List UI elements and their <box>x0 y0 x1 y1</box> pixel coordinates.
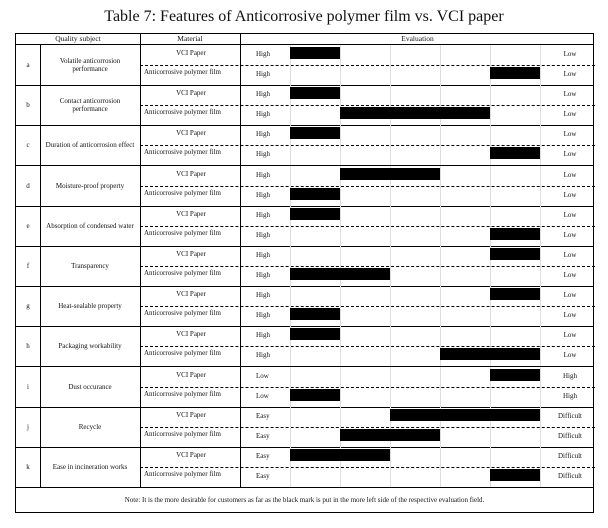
level-right: Low <box>563 331 577 339</box>
quality-subject <box>42 45 138 85</box>
level-left: High <box>256 331 270 339</box>
evaluation-bar-vci-paper <box>290 328 340 340</box>
column-divider <box>40 206 41 246</box>
material-divider <box>140 105 595 106</box>
grid-line <box>440 246 441 286</box>
level-left: Easy <box>256 412 270 420</box>
material-divider <box>140 65 595 66</box>
level-left: High <box>256 191 270 199</box>
level-right: Low <box>563 191 577 199</box>
level-left: High <box>256 70 270 78</box>
grid-line <box>490 85 491 125</box>
level-left: High <box>256 130 270 138</box>
material-divider <box>140 306 595 307</box>
level-left: High <box>256 311 270 319</box>
grid-line <box>440 326 441 366</box>
column-divider <box>40 367 41 407</box>
grid-line <box>490 326 491 366</box>
level-left: High <box>256 271 270 279</box>
grid-line <box>290 286 291 326</box>
quality-subject-text: Duration of anticorrosion effect <box>45 141 135 149</box>
material-polymer-film: Anticorrosive polymer film <box>144 68 221 76</box>
grid-line <box>390 206 391 246</box>
evaluation-bar-vci-paper <box>490 248 540 260</box>
material-vci-paper: VCI Paper <box>176 371 206 379</box>
grid-line <box>540 326 541 366</box>
grid-line <box>490 166 491 206</box>
quality-subject-text: Moisture-proof property <box>55 182 125 190</box>
grid-line <box>340 246 341 286</box>
grid-line <box>540 166 541 206</box>
grid-line <box>440 206 441 246</box>
quality-subject-text: Heat-sealable property <box>58 302 122 310</box>
grid-line <box>340 326 341 366</box>
material-polymer-film: Anticorrosive polymer film <box>144 108 221 116</box>
quality-subject <box>42 166 138 206</box>
quality-subject-text: Contact anticorrosion performance <box>59 97 121 113</box>
quality-subject <box>42 326 138 366</box>
level-right: Low <box>563 231 577 239</box>
evaluation-bar-polymer-film <box>290 268 390 280</box>
material-vci-paper: VCI Paper <box>176 210 206 218</box>
grid-line <box>340 206 341 246</box>
level-right: Low <box>563 291 577 299</box>
grid-line <box>540 447 541 487</box>
note-rule <box>16 487 593 488</box>
grid-line <box>540 246 541 286</box>
grid-line <box>390 326 391 366</box>
column-divider <box>40 447 41 487</box>
column-divider <box>40 326 41 366</box>
level-left: High <box>256 231 270 239</box>
header-material: Material <box>177 34 203 43</box>
level-left: High <box>256 110 270 118</box>
grid-line <box>390 286 391 326</box>
material-polymer-film: Anticorrosive polymer film <box>144 430 221 438</box>
evaluation-bar-polymer-film <box>490 67 540 79</box>
header-divider <box>140 34 141 44</box>
header-evaluation: Evaluation <box>401 34 434 43</box>
grid-line <box>340 286 341 326</box>
level-left: Easy <box>256 472 270 480</box>
quality-subject-text: Ease in incineration works <box>52 463 128 471</box>
quality-subject <box>42 367 138 407</box>
material-polymer-film: Anticorrosive polymer film <box>144 390 221 398</box>
evaluation-bar-vci-paper <box>390 409 540 421</box>
grid-line <box>440 367 441 407</box>
grid-line <box>340 407 341 447</box>
level-right: Low <box>563 351 577 359</box>
level-left: High <box>256 351 270 359</box>
level-right: Low <box>563 70 577 78</box>
level-left: Low <box>256 372 269 380</box>
evaluation-bar-vci-paper <box>290 449 390 461</box>
evaluation-bar-vci-paper <box>290 208 340 220</box>
quality-subject-text: Volatile anticorrosion performance <box>59 57 121 73</box>
quality-subject <box>42 125 138 165</box>
evaluation-bar-vci-paper <box>490 369 540 381</box>
grid-line <box>540 85 541 125</box>
footnote: Note: It is the more desirable for customers as far as the black mark is put in the more left side of the respective evaluation field. <box>124 496 485 504</box>
level-right: Difficult <box>558 412 582 420</box>
row-letter: g <box>26 302 30 310</box>
level-right: Difficult <box>558 472 582 480</box>
quality-subject <box>42 206 138 246</box>
table-title: Table 7: Features of Anticorrosive polymer film vs. VCI paper <box>104 8 504 25</box>
material-divider <box>140 226 595 227</box>
grid-line <box>440 125 441 165</box>
grid-line <box>540 407 541 447</box>
grid-line <box>490 206 491 246</box>
comparison-table <box>15 33 594 513</box>
quality-subject <box>42 286 138 326</box>
grid-line <box>340 85 341 125</box>
grid-line <box>490 45 491 85</box>
evaluation-bar-polymer-film <box>290 389 340 401</box>
level-right: Difficult <box>558 432 582 440</box>
material-vci-paper: VCI Paper <box>176 250 206 258</box>
grid-line <box>340 367 341 407</box>
quality-subject <box>42 85 138 125</box>
grid-line <box>290 407 291 447</box>
quality-subject-text: Packaging workability <box>58 342 122 350</box>
row-letter: k <box>26 463 30 471</box>
grid-line <box>490 447 491 487</box>
grid-line <box>390 447 391 487</box>
grid-line <box>540 45 541 85</box>
header-divider <box>240 34 241 44</box>
column-divider <box>40 246 41 286</box>
level-right: High <box>563 372 577 380</box>
material-vci-paper: VCI Paper <box>176 411 206 419</box>
level-left: High <box>256 90 270 98</box>
material-vci-paper: VCI Paper <box>176 49 206 57</box>
material-divider <box>140 387 595 388</box>
material-polymer-film: Anticorrosive polymer film <box>144 148 221 156</box>
level-right: Low <box>563 150 577 158</box>
level-right: High <box>563 392 577 400</box>
quality-subject-text: Absorption of condensed water <box>46 222 134 230</box>
level-right: Low <box>563 171 577 179</box>
grid-line <box>440 447 441 487</box>
material-divider <box>140 467 595 468</box>
level-right: Low <box>563 251 577 259</box>
material-divider <box>140 145 595 146</box>
level-right: Low <box>563 110 577 118</box>
level-right: Low <box>563 50 577 58</box>
level-right: Low <box>563 211 577 219</box>
grid-line <box>390 125 391 165</box>
material-vci-paper: VCI Paper <box>176 290 206 298</box>
column-divider <box>40 407 41 447</box>
material-vci-paper: VCI Paper <box>176 89 206 97</box>
grid-line <box>390 367 391 407</box>
level-left: High <box>256 150 270 158</box>
evaluation-bar-polymer-film <box>490 469 540 481</box>
evaluation-bar-vci-paper <box>340 168 440 180</box>
material-vci-paper: VCI Paper <box>176 451 206 459</box>
column-divider <box>40 45 41 85</box>
material-vci-paper: VCI Paper <box>176 170 206 178</box>
row-letter: a <box>26 61 30 69</box>
quality-subject <box>42 246 138 286</box>
grid-line <box>290 246 291 286</box>
row-letter: c <box>26 141 30 149</box>
material-divider <box>140 186 595 187</box>
material-vci-paper: VCI Paper <box>176 330 206 338</box>
grid-line <box>340 125 341 165</box>
grid-line <box>490 125 491 165</box>
level-right: Low <box>563 90 577 98</box>
row-letter: e <box>26 222 30 230</box>
evaluation-bar-polymer-film <box>340 429 440 441</box>
level-left: Low <box>256 392 269 400</box>
row-letter: d <box>26 182 30 190</box>
level-right: Low <box>563 130 577 138</box>
grid-line <box>290 367 291 407</box>
level-right: Low <box>563 271 577 279</box>
evaluation-bar-polymer-film <box>290 188 340 200</box>
material-vci-paper: VCI Paper <box>176 129 206 137</box>
grid-line <box>390 85 391 125</box>
evaluation-bar-polymer-film <box>290 308 340 320</box>
evaluation-bar-vci-paper <box>490 288 540 300</box>
level-left: Easy <box>256 452 270 460</box>
column-divider <box>40 286 41 326</box>
quality-subject <box>42 407 138 447</box>
material-divider <box>140 266 595 267</box>
quality-subject-text: Recycle <box>78 423 102 431</box>
level-left: High <box>256 171 270 179</box>
evaluation-bar-polymer-film <box>490 147 540 159</box>
material-polymer-film: Anticorrosive polymer film <box>144 189 221 197</box>
row-letter: f <box>26 262 30 270</box>
grid-line <box>290 166 291 206</box>
material-polymer-film: Anticorrosive polymer film <box>144 229 221 237</box>
quality-subject <box>42 447 138 487</box>
material-divider <box>140 346 595 347</box>
evaluation-bar-vci-paper <box>290 127 340 139</box>
material-polymer-film: Anticorrosive polymer film <box>144 309 221 317</box>
grid-line <box>440 85 441 125</box>
material-polymer-film: Anticorrosive polymer film <box>144 269 221 277</box>
header-quality-subject: Quality subject <box>55 34 101 43</box>
quality-subject-text: Dust occurance <box>68 383 112 391</box>
row-letter: j <box>27 423 29 431</box>
row-letter: h <box>26 342 30 350</box>
evaluation-bar-polymer-film <box>440 348 540 360</box>
level-left: High <box>256 251 270 259</box>
grid-line <box>390 246 391 286</box>
level-left: High <box>256 291 270 299</box>
evaluation-bar-polymer-film <box>490 228 540 240</box>
evaluation-bar-vci-paper <box>290 87 340 99</box>
material-polymer-film: Anticorrosive polymer film <box>144 470 221 478</box>
grid-line <box>540 367 541 407</box>
column-divider <box>40 85 41 125</box>
level-right: Low <box>563 311 577 319</box>
row-letter: b <box>26 101 30 109</box>
grid-line <box>540 206 541 246</box>
column-divider <box>40 125 41 165</box>
grid-line <box>440 286 441 326</box>
level-left: Easy <box>256 432 270 440</box>
evaluation-bar-polymer-film <box>340 107 490 119</box>
grid-line <box>440 45 441 85</box>
column-divider <box>40 166 41 206</box>
row-letter: i <box>27 383 29 391</box>
level-left: High <box>256 50 270 58</box>
grid-line <box>540 286 541 326</box>
material-divider <box>140 427 595 428</box>
grid-line <box>440 166 441 206</box>
level-left: High <box>256 211 270 219</box>
level-right: Difficult <box>558 452 582 460</box>
grid-line <box>540 125 541 165</box>
grid-line <box>390 45 391 85</box>
evaluation-bar-vci-paper <box>290 47 340 59</box>
quality-subject-text: Transparency <box>71 262 109 270</box>
grid-line <box>340 45 341 85</box>
material-polymer-film: Anticorrosive polymer film <box>144 349 221 357</box>
